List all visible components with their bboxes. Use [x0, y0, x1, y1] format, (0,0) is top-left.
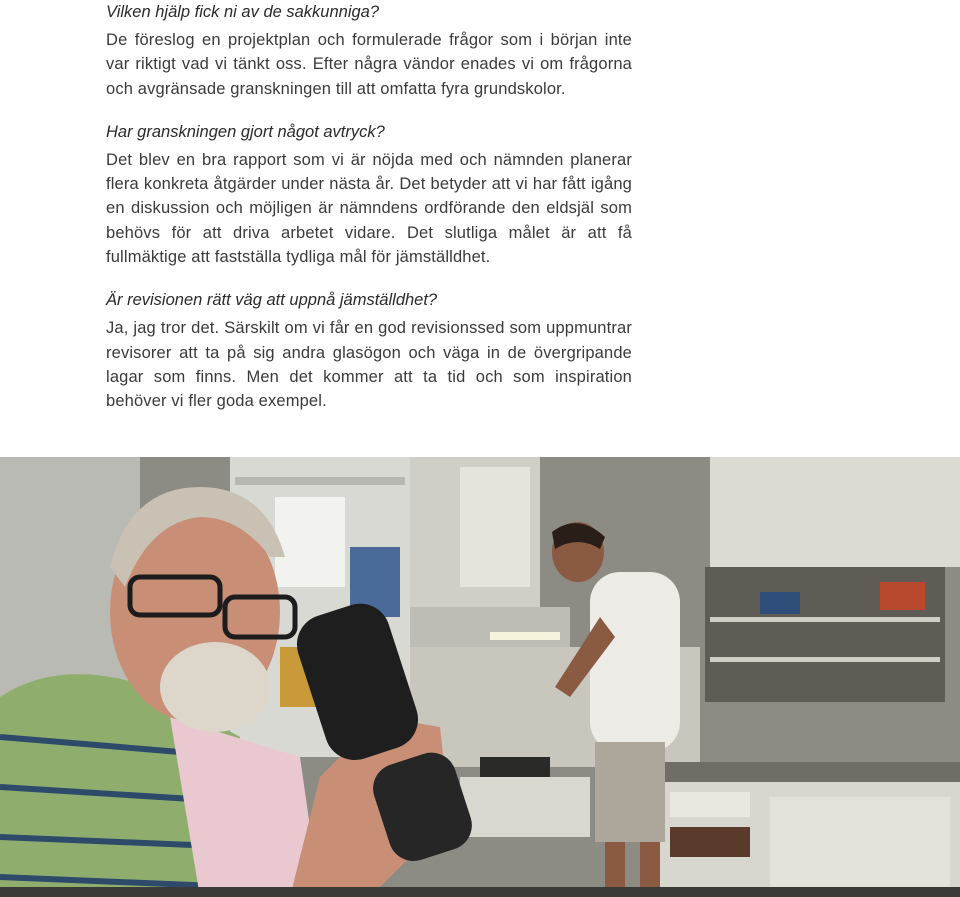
question-1: Vilken hjälp fick ni av de sakkunniga?	[106, 3, 380, 21]
question-3: Är revisionen rätt väg att uppnå jämställdhet?	[106, 291, 438, 310]
kitchen-photo	[0, 457, 960, 897]
answer-2: Det blev en bra rapport som vi är nöjda med och nämnden planerar flera konkreta åtgärder under nästa år. Det betyder att vi har fått igång en diskussion och möjligen är nämndens ordförande den eldsjäl som behövs för att driva arbetet vidare. Det slutliga målet är att få fullmäktige att fastställa tydliga mål för jämställdhet.	[106, 150, 632, 267]
article-text	[106, 0, 632, 414]
answer-3: Ja, jag tror det. Särskilt om vi får en god revisionssed som uppmuntrar revisorer att ta på sig andra glasögon och väga in de övergripande lagar som finns. Men det kommer att ta tid och som inspiration behöver vi fler goda exempel.	[106, 319, 632, 411]
answer-1: De föreslog en projektplan och formulerade frågor som i början inte var riktigt vad vi tänkt oss. Efter några vändor enades vi om frågorna och avgränsade granskningen till att omfatta fyra grundskolor.	[106, 31, 632, 98]
question-2: Har granskningen gjort något avtryck?	[106, 122, 385, 141]
